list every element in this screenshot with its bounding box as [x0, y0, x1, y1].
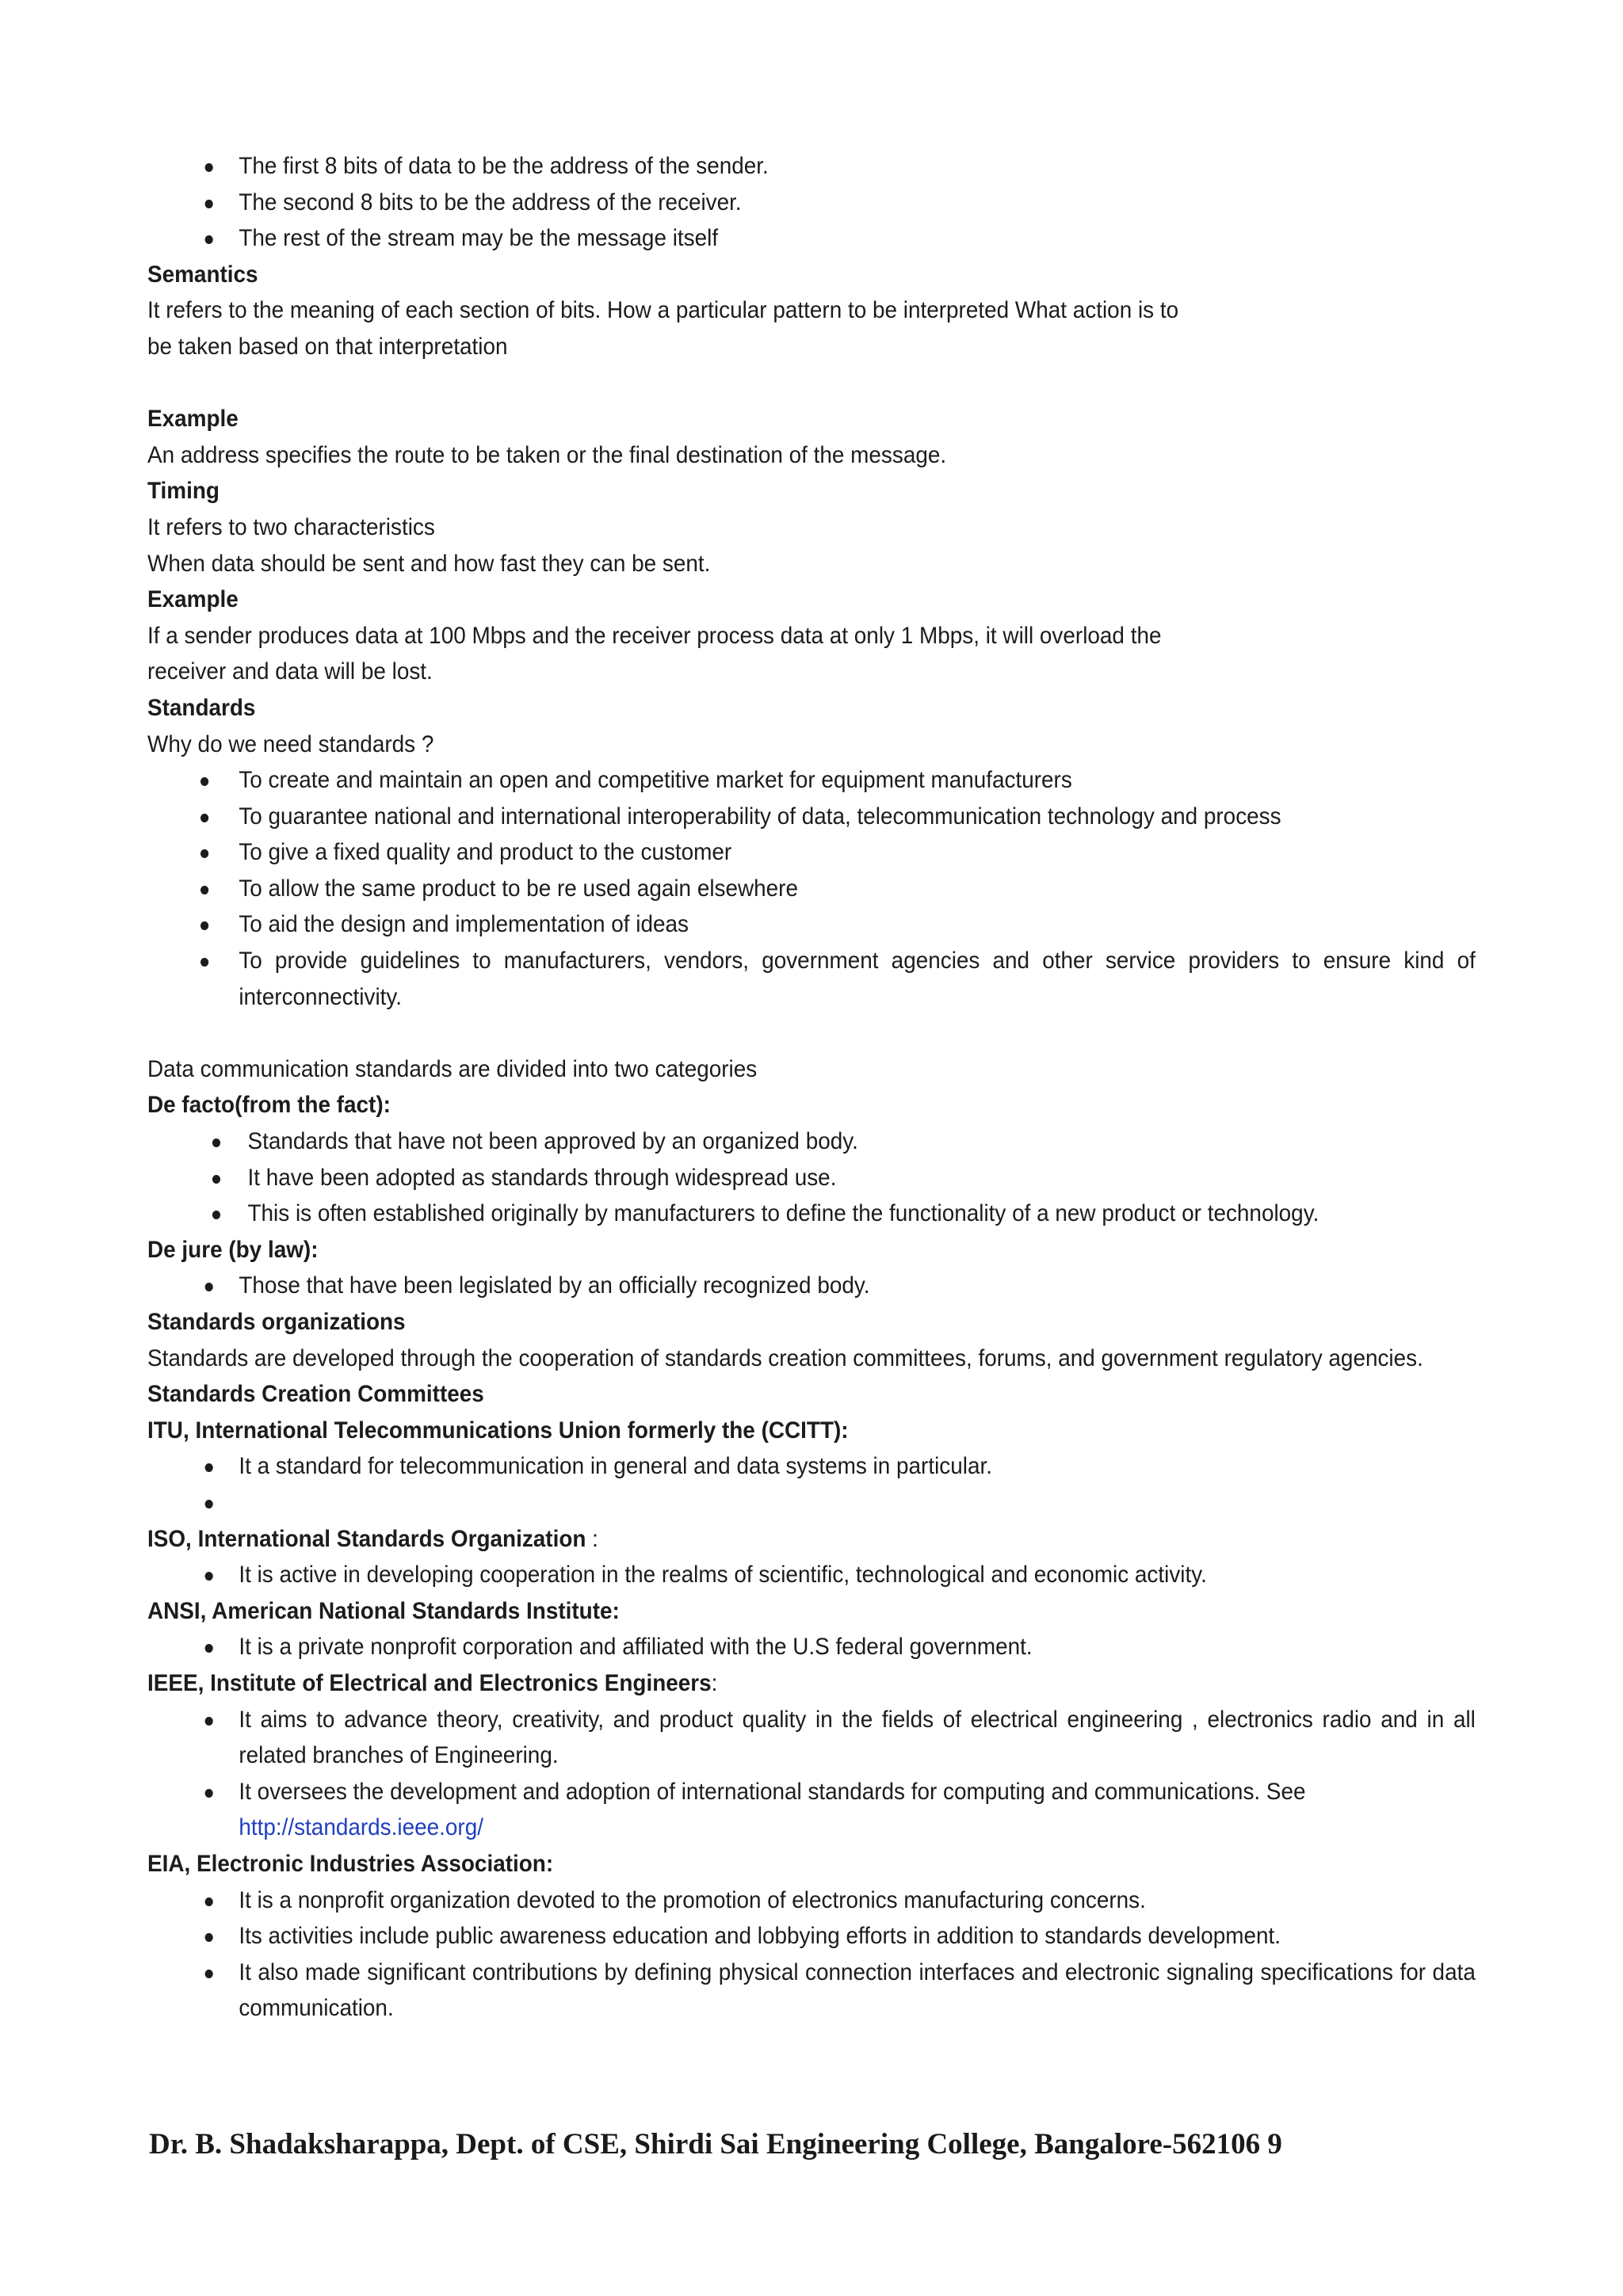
list-item: The rest of the stream may be the message itself: [147, 220, 1476, 257]
frame-format-list: [147, 148, 1476, 257]
iso-list: [147, 1557, 1476, 1593]
list-item: To guarantee national and international interoperability of data, telecommunication technology and process: [147, 799, 1476, 835]
paragraph: Data communication standards are divided into two categories: [147, 1055, 758, 1082]
section-heading-ieee: IEEE, Institute of Electrical and Electronics Engineers: [147, 1669, 712, 1696]
iso-heading-line: [147, 1521, 1476, 1558]
section-heading-organizations: Standards organizations: [147, 1309, 406, 1335]
list-item: It is a nonprofit organization devoted to the promotion of electronics manufacturing concerns.: [147, 1882, 1476, 1919]
paragraph: Standards are developed through the cooperation of standards creation committees, forums, and government regulatory agencies.: [147, 1344, 1423, 1371]
paragraph: It refers to two characteristics: [147, 513, 435, 540]
ieee-heading-line: [147, 1665, 1476, 1702]
list-item-empty: [147, 1485, 1476, 1521]
list-item: It is active in developing cooperation in the realms of scientific, technological and economic activity.: [147, 1557, 1476, 1593]
section-heading-example: Example: [147, 586, 239, 613]
paragraph: Why do we need standards ?: [147, 730, 434, 757]
list-item: It have been adopted as standards through widespread use.: [147, 1160, 1476, 1196]
list-item: Its activities include public awareness education and lobbying efforts in addition to standards development.: [147, 1918, 1476, 1955]
heading-suffix: :: [586, 1525, 598, 1552]
page-content: [147, 148, 1476, 2027]
de-jure-list: [147, 1268, 1476, 1304]
list-item: This is often established originally by manufacturers to define the functionality of a new product or technology.: [147, 1196, 1476, 1232]
list-item: The second 8 bits to be the address of the receiver.: [147, 185, 1476, 221]
list-item: To aid the design and implementation of ideas: [147, 906, 1476, 943]
section-heading-de-jure: De jure (by law):: [147, 1236, 319, 1263]
list-item: [147, 1774, 1476, 1846]
list-item: To allow the same product to be re used again elsewhere: [147, 871, 1476, 907]
ansi-list: [147, 1629, 1476, 1665]
heading-suffix: :: [711, 1669, 718, 1696]
list-item-text: It oversees the development and adoption of international standards for computing and communications. See: [239, 1778, 1306, 1805]
list-item: To create and maintain an open and competitive market for equipment manufacturers: [147, 762, 1476, 799]
section-heading-committees: Standards Creation Committees: [147, 1381, 484, 1408]
paragraph: receiver and data will be lost.: [147, 658, 433, 685]
list-item: To give a fixed quality and product to the customer: [147, 834, 1476, 871]
itu-list: [147, 1448, 1476, 1520]
section-heading-iso: ISO, International Standards Organization: [147, 1525, 586, 1552]
ieee-standards-link[interactable]: http://standards.ieee.org/: [239, 1814, 483, 1841]
list-item: It is a private nonprofit corporation and affiliated with the U.S federal government.: [147, 1629, 1476, 1665]
list-item: It also made significant contributions by defining physical connection interfaces and electronic signaling specifications for data communication.: [147, 1955, 1476, 2027]
list-item: It aims to advance theory, creativity, and product quality in the fields of electrical engineering , electronics radio and in all related branches of Engineering.: [147, 1702, 1476, 1774]
standards-reasons-list: [147, 762, 1476, 1015]
list-item: It a standard for telecommunication in general and data systems in particular.: [147, 1448, 1476, 1485]
de-facto-list: [147, 1123, 1476, 1232]
list-item: Those that have been legislated by an officially recognized body.: [147, 1268, 1476, 1304]
paragraph: If a sender produces data at 100 Mbps and the receiver process data at only 1 Mbps, it will overload the: [147, 622, 1162, 649]
paragraph: An address specifies the route to be taken or the final destination of the message.: [147, 441, 947, 468]
list-item: Standards that have not been approved by an organized body.: [147, 1123, 1476, 1160]
ieee-list: [147, 1702, 1476, 1846]
section-heading-de-facto: De facto(from the fact):: [147, 1092, 391, 1119]
section-heading-timing: Timing: [147, 478, 220, 505]
paragraph: It refers to the meaning of each section of bits. How a particular pattern to be interpreted What action is to: [147, 297, 1179, 324]
section-heading-example: Example: [147, 406, 239, 433]
paragraph: When data should be sent and how fast they can be sent.: [147, 550, 711, 577]
page-footer: Dr. B. Shadaksharappa, Dept. of CSE, Shirdi Sai Engineering College, Bangalore-562106 9: [149, 2128, 1282, 2161]
spacer: [147, 365, 1476, 402]
section-heading-eia: EIA, Electronic Industries Association:: [147, 1850, 554, 1877]
eia-list: [147, 1882, 1476, 2027]
section-heading-itu: ITU, International Telecommunications Union formerly the (CCITT):: [147, 1417, 849, 1444]
section-heading-ansi: ANSI, American National Standards Institute:: [147, 1597, 620, 1624]
spacer: [147, 1015, 1476, 1051]
list-item: To provide guidelines to manufacturers, vendors, government agencies and other service providers to ensure kind of interconnectivity.: [147, 943, 1476, 1015]
section-heading-semantics: Semantics: [147, 261, 258, 288]
list-item: The first 8 bits of data to be the address of the sender.: [147, 148, 1476, 185]
section-heading-standards: Standards: [147, 694, 256, 721]
paragraph: be taken based on that interpretation: [147, 333, 508, 360]
